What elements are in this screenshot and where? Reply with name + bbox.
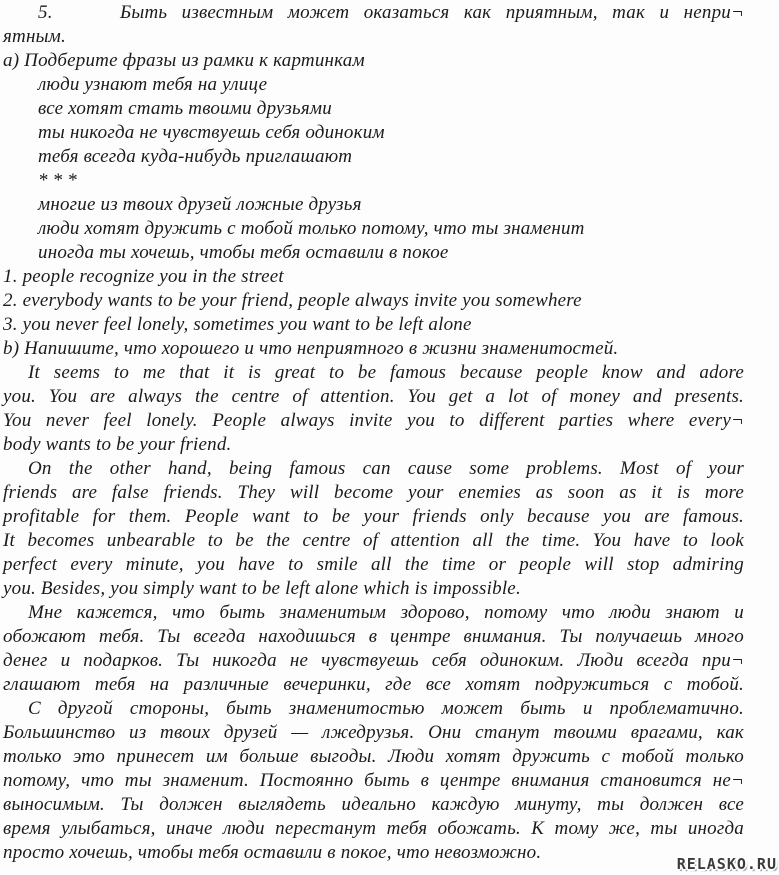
essay-line: Большинство из твоих друзей — лжедрузья. Они станут твоими врагами, как (3, 722, 744, 743)
essay-line: On the other hand, being famous can cause some problems. Most of your (28, 458, 744, 479)
essay-line: глашают тебя на различные вечеринки, где все хотят подружиться с тобой. (3, 674, 744, 695)
essay-line: просто хочешь, чтобы тебя оставили в покое, что невозможно. (3, 842, 542, 863)
box-phrase: люди узнают тебя на улице (38, 74, 268, 95)
essay-line: friends are false friends. They will become your enemies as soon as it is more (3, 482, 744, 503)
essay-line: выносимым. Ты должен выглядеть идеально каждую минуту, ты должен все (3, 794, 744, 815)
box-phrase: люди хотят дружить с тобой только потому, что ты знаменит (38, 218, 585, 239)
essay-line: С другой стороны, быть знаменитостью может быть и проблематично. (28, 698, 744, 719)
essay-line: body wants to be your friend. (3, 434, 232, 455)
box-phrase: иногда ты хочешь, чтобы тебя оставили в покое (38, 242, 449, 263)
answer-line: 1. people recognize you in the street (3, 266, 284, 287)
text-block (3, 1, 744, 865)
essay-line: It becomes unbearable to be the centre of attention all the time. You have to look (3, 530, 744, 551)
part-b-label: b) Напишите, что хорошего и что неприятного в жизни знаменитостей. (3, 338, 619, 359)
essay-line: потому, что ты знаменит. Постоянно быть в центре внимания становится не¬ (3, 770, 744, 791)
essay-line: только это принесет им больше выгоды. Люди хотят дружить с тобой только (3, 746, 744, 767)
essay-line: денег и подарков. Ты никогда не чувствуешь себя одиноким. Люди всегда при¬ (3, 650, 744, 671)
answer-line: 3. you never feel lonely, sometimes you want to be left alone (3, 314, 472, 335)
essay-line: you. You are always the centre of attention. You get a lot of money and presents. (3, 386, 744, 407)
task-number: 5. (38, 2, 53, 23)
essay-line: perfect every minute, you have to smile all the time or people will stop admiring (3, 554, 744, 575)
box-phrase: многие из твоих друзей ложные друзья (38, 194, 362, 215)
task-heading-text: Быть известным может оказаться как приятным, так и непри¬ (120, 2, 744, 23)
essay-line: Мне кажется, что быть знаменитым здорово, потому что люди знают и (28, 602, 744, 623)
phrase-separator: * * * (38, 170, 77, 191)
answer-line: 2. everybody wants to be your friend, people always invite you somewhere (3, 290, 582, 311)
essay-line: обожают тебя. Ты всегда находишься в центре внимания. Ты получаешь много (3, 626, 744, 647)
box-phrase: все хотят стать твоими друзьями (38, 98, 332, 119)
task-heading-line (3, 1, 744, 25)
watermark-logo: RELASKO.RU (676, 855, 777, 873)
essay-line: You never feel lonely. People always invite you to different parties where every¬ (3, 410, 744, 431)
part-a-label: а) Подберите фразы из рамки к картинкам (3, 50, 365, 71)
essay-line: время улыбаться, иначе люди перестанут тебя обожать. К тому же, ты иногда (3, 818, 744, 839)
essay-line: It seems to me that it is great to be famous because people know and adore (28, 362, 744, 383)
box-phrase: ты никогда не чувствуешь себя одиноким (38, 122, 385, 143)
essay-line: you. Besides, you simply want to be left alone which is impossible. (3, 578, 521, 599)
essay-line: profitable for them. People want to be your friends only because you are famous. (3, 506, 744, 527)
box-phrase: тебя всегда куда-нибудь приглашают (38, 146, 353, 167)
task-heading-wrap-line: ятным. (3, 26, 66, 47)
